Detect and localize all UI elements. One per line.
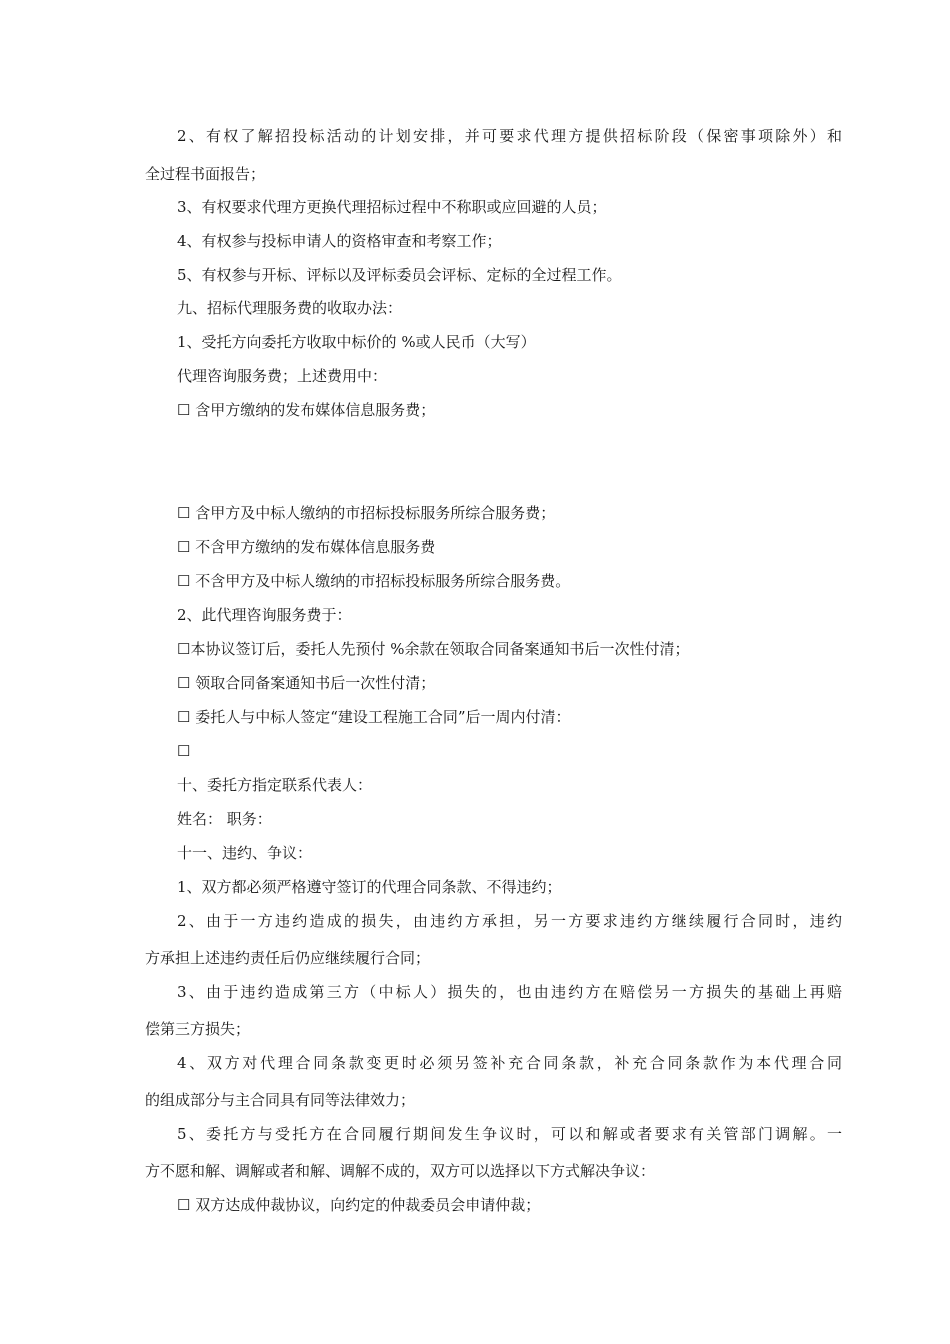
text-line: 5、有权参与开标、评标以及评标委员会评标、定标的全过程工作。 xyxy=(177,266,622,284)
checkbox-option: ☐ 含甲方缴纳的发布媒体信息服务费； xyxy=(177,401,436,419)
text-line: 4、有权参与投标申请人的资格审查和考察工作； xyxy=(177,232,502,250)
text-line: 4、双方对代理合同条款变更时必须另签补充合同条款，补充合同条款作为本代理合同 xyxy=(177,1054,842,1072)
text-line: 的组成部分与主合同具有同等法律效力； xyxy=(145,1091,416,1109)
text-line: 偿第三方损失； xyxy=(145,1020,251,1038)
text-line: 姓名： 职务： xyxy=(177,810,272,828)
text-line: 1、受托方向委托方收取中标价的 %或人民币（大写） xyxy=(177,333,536,351)
text-line: 方不愿和解、调解或者和解、调解不成的，双方可以选择以下方式解决争议： xyxy=(145,1162,656,1180)
text-line: 3、有权要求代理方更换代理招标过程中不称职或应回避的人员； xyxy=(177,198,607,216)
checkbox-option: ☐ 领取合同备案通知书后一次性付清； xyxy=(177,674,436,692)
section-heading: 九、招标代理服务费的收取办法： xyxy=(177,299,403,317)
section-heading: 十一、违约、争议： xyxy=(177,844,313,862)
checkbox-option: ☐ xyxy=(177,742,191,760)
section-heading: 十、委托方指定联系代表人： xyxy=(177,776,373,794)
checkbox-option: ☐ 委托人与中标人签定“建设工程施工合同”后一周内付清： xyxy=(177,708,571,726)
checkbox-option: ☐ 不含甲方缴纳的发布媒体信息服务费 xyxy=(177,538,436,556)
text-line: 2、由于一方违约造成的损失，由违约方承担，另一方要求违约方继续履行合同时，违约 xyxy=(177,912,842,930)
checkbox-option: ☐ 不含甲方及中标人缴纳的市招标投标服务所综合服务费。 xyxy=(177,572,571,590)
text-line: 1、双方都必须严格遵守签订的代理合同条款、不得违约； xyxy=(177,878,562,896)
text-line: 代理咨询服务费；上述费用中： xyxy=(177,367,388,385)
checkbox-option: ☐ 双方达成仲裁协议，向约定的仲裁委员会申请仲裁； xyxy=(177,1196,541,1214)
text-line: 3、由于违约造成第三方（中标人）损失的，也由违约方在赔偿另一方损失的基础上再赔 xyxy=(177,983,842,1001)
checkbox-option: ☐本协议签订后，委托人先预付 %余款在领取合同备案通知书后一次性付清； xyxy=(177,640,690,658)
text-line: 5、委托方与受托方在合同履行期间发生争议时，可以和解或者要求有关管部门调解。一 xyxy=(177,1125,842,1143)
text-line: 方承担上述违约责任后仍应继续履行合同； xyxy=(145,949,431,967)
checkbox-option: ☐ 含甲方及中标人缴纳的市招标投标服务所综合服务费； xyxy=(177,504,556,522)
text-line: 2、有权了解招投标活动的计划安排，并可要求代理方提供招标阶段（保密事项除外）和 xyxy=(177,127,842,145)
text-line: 全过程书面报告； xyxy=(145,165,266,183)
text-line: 2、此代理咨询服务费于： xyxy=(177,606,352,624)
